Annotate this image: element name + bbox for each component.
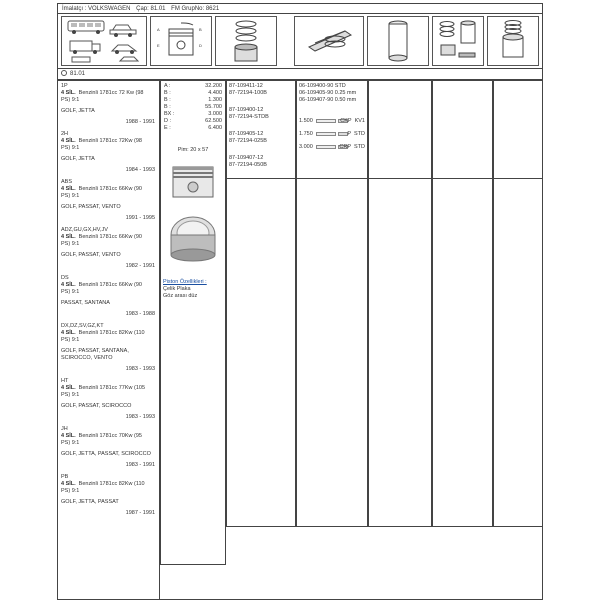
engine-spec: [61, 385, 145, 392]
ring-type-code: CKP: [340, 118, 352, 124]
dimension-key: E :: [164, 125, 171, 131]
dimension-value: 3.000: [208, 111, 222, 117]
engine-ratio: PS) 9:1: [61, 97, 80, 103]
engine-models: GOLF, JETTA, PASSAT: [61, 499, 119, 505]
svg-text:B: B: [199, 27, 202, 32]
dimension-row: [164, 90, 222, 97]
engine-code: ADZ,GU,GX,HV,JV: [61, 227, 108, 233]
ring-profile-icon: [316, 145, 336, 149]
piston-feature-1: Çelik Plaka: [163, 286, 191, 292]
product-icon-row: [58, 14, 542, 69]
piston-parts-column: [226, 80, 296, 527]
dimension-row: [164, 118, 222, 125]
dimension-key: D :: [164, 118, 172, 124]
engine-cylinders: 4 SİL.: [61, 90, 76, 96]
dimension-row: [164, 83, 222, 90]
engine-ratio: PS) 9:1: [61, 392, 80, 398]
piston-part-number[interactable]: 87-72194-050B: [229, 162, 267, 168]
dimension-row: [164, 111, 222, 118]
dimension-key: BX :: [164, 111, 175, 117]
engine-ratio: PS) 9:1: [61, 440, 80, 446]
piston-part-number[interactable]: 87-72194-025B: [229, 138, 267, 144]
engine-years: 1983 - 1993: [125, 366, 155, 372]
ring-type-suffix: STD: [354, 144, 365, 150]
ring-spec-row: [299, 143, 365, 151]
engine-code: ABS: [61, 179, 73, 185]
bore-value: 81.01: [70, 71, 86, 77]
engine-spec: [61, 282, 142, 289]
kit-column: [432, 80, 493, 527]
ring-parts-column: [296, 80, 368, 527]
piston-part-number[interactable]: 87-109407-12: [229, 155, 264, 161]
engine-description: Benzinli 1781cc 66Kw (90: [78, 186, 142, 192]
piston-image[interactable]: [167, 161, 219, 201]
engine-models: GOLF, JETTA: [61, 156, 95, 162]
ring-set-icon[interactable]: [294, 16, 364, 66]
piston-rings-icon[interactable]: [215, 16, 277, 66]
engine-code: 1P: [61, 83, 68, 89]
ring-type-suffix: STD: [354, 131, 365, 137]
engine-cylinders: 4 SİL.: [61, 186, 76, 192]
dimension-key: B :: [164, 97, 171, 103]
dimension-row: [164, 97, 222, 104]
engine-spec: [61, 186, 142, 193]
ring-type-code: P: [347, 131, 351, 137]
engine-code: JH: [61, 426, 68, 432]
piston-features-title[interactable]: Piston Özellikleri :: [163, 279, 207, 285]
engine-spec: [61, 481, 145, 488]
engine-ratio: PS) 9:1: [61, 488, 80, 494]
engine-cylinders: 4 SİL.: [61, 138, 76, 144]
bore-icon: [61, 70, 67, 76]
piston-crown-image[interactable]: [167, 213, 219, 265]
engine-spec: [61, 330, 145, 337]
engine-cylinders: 4 SİL.: [61, 385, 76, 391]
engine-description: Benzinli 1781cc 77Kw (105: [78, 385, 146, 391]
bore-label: Çap: 81.01: [136, 6, 166, 12]
engine-code: DS: [61, 275, 69, 281]
ring-part-number[interactable]: 06-109400-90 STD: [299, 83, 346, 89]
engine-ratio: PS) 9:1: [61, 337, 80, 343]
engine-cylinders: 4 SİL.: [61, 481, 76, 487]
engine-ratio: PS) 9:1: [61, 289, 80, 295]
engine-ratio: PS) 9:1: [61, 241, 80, 247]
ring-type: [340, 117, 365, 125]
piston-part-number[interactable]: 87-72194-STDB: [229, 114, 269, 120]
engine-models: PASSAT, SANTANA: [61, 300, 110, 306]
piston-part-number[interactable]: 87-109405-12: [229, 131, 264, 137]
engine-code: DX,DZ,SV,GZ,KT: [61, 323, 104, 329]
svg-text:D: D: [199, 43, 202, 48]
ring-width: 1.500: [299, 118, 313, 124]
engine-description: Benzinli 1781cc 72Kw (98: [78, 138, 142, 144]
piston-part-number[interactable]: 87-72194-100B: [229, 90, 267, 96]
dimension-value: 55.700: [205, 104, 222, 110]
ring-profile-icon: [316, 119, 336, 123]
ring-width: 1.750: [299, 131, 313, 137]
ring-type: [339, 143, 365, 151]
engine-cylinders: 4 SİL.: [61, 433, 76, 439]
bore-subheader: [58, 69, 542, 80]
engine-cylinders: 4 SİL.: [61, 234, 76, 240]
dimension-value: 1.300: [208, 97, 222, 103]
liner-kit-icon[interactable]: [487, 16, 539, 66]
engine-models: SCIROCCO, VENTO: [61, 355, 113, 361]
dimension-key: B :: [164, 90, 171, 96]
liner-column: [368, 80, 432, 527]
engine-description: Benzinli 1781cc 82Kw (110: [78, 481, 145, 487]
dimension-value: 4.400: [208, 90, 222, 96]
ring-type-code: CRP: [339, 144, 351, 150]
engine-years: 1983 - 1993: [125, 414, 155, 420]
piston-spec-column: [160, 80, 226, 565]
engine-spec: [61, 433, 142, 440]
svg-text:E: E: [157, 43, 160, 48]
engine-description: Benzinli 1781cc 72 Kw (98: [78, 90, 144, 96]
dimension-value: 62.500: [205, 118, 222, 124]
engine-models: GOLF, JETTA: [61, 108, 95, 114]
engine-cylinders: 4 SİL.: [61, 330, 76, 336]
svg-text:A: A: [157, 27, 160, 32]
piston-kit-icon[interactable]: [432, 16, 484, 66]
engine-spec: [61, 138, 142, 145]
ring-profile-icon: [316, 132, 336, 136]
liner-kit-column: [493, 80, 542, 527]
engine-years: 1984 - 1993: [125, 167, 155, 173]
engine-spec: [61, 234, 142, 241]
pin-size: Pim: 20 x 57: [177, 147, 209, 153]
engine-models: GOLF, PASSAT, SCIROCCO: [61, 403, 132, 409]
engine-years: 1983 - 1988: [125, 311, 155, 317]
dimension-value: 6.400: [208, 125, 222, 131]
piston-part-number[interactable]: 87-109400-12: [229, 107, 264, 113]
ring-spec-row: [299, 130, 365, 138]
ring-type-suffix: KV1: [354, 118, 365, 124]
catalog-sheet: [57, 3, 543, 600]
engine-ratio: PS) 9:1: [61, 145, 80, 151]
manufacturer-label: İmalatçı : VOLKSWAGEN: [62, 6, 131, 12]
ring-part-number[interactable]: 06-109405-90 0.25 mm: [299, 90, 357, 96]
engine-code: 2H: [61, 131, 69, 137]
ring-spec-row: [299, 117, 365, 125]
piston-part-number[interactable]: 87-109411-12: [229, 83, 263, 89]
engine-cylinders: 4 SİL.: [61, 282, 76, 288]
engine-years: 1988 - 1991: [125, 119, 155, 125]
cylinder-liner-icon[interactable]: [367, 16, 429, 66]
engine-code: PB: [61, 474, 69, 480]
dimension-key: B :: [164, 104, 171, 110]
engine-description: Benzinli 1781cc 70Kw (95: [78, 433, 142, 439]
dimension-value: 32.200: [205, 83, 222, 89]
ring-width: 3.000: [299, 144, 313, 150]
dimension-key: A :: [164, 83, 171, 89]
engine-spec: [61, 90, 144, 97]
ring-type: [347, 130, 365, 138]
engine-code: HT: [61, 378, 69, 384]
engine-models: GOLF, PASSAT, VENTO: [61, 252, 121, 258]
vehicles-icon[interactable]: [61, 16, 147, 66]
engine-description: Benzinli 1781cc 66Kw (90: [78, 282, 142, 288]
engine-years: 1987 - 1991: [125, 510, 155, 516]
engine-models: GOLF, JETTA, PASSAT, SCIROCCO: [61, 451, 151, 457]
dimension-row: [164, 104, 222, 111]
engine-ratio: PS) 9:1: [61, 193, 80, 199]
engine-years: 1991 - 1995: [125, 215, 155, 221]
catalog-header: [58, 4, 542, 14]
engine-models: GOLF, PASSAT, SANTANA,: [61, 348, 129, 354]
dimension-row: [164, 125, 222, 132]
engine-years: 1982 - 1991: [125, 263, 155, 269]
row-divider: [226, 178, 542, 179]
group-label: FM GrupNo: 8621: [171, 6, 220, 12]
piston-feature-2: Göz arası düz: [163, 293, 198, 299]
piston-diagram-icon[interactable]: [150, 16, 212, 66]
engine-years: 1983 - 1991: [125, 462, 155, 468]
engine-description: Benzinli 1781cc 66Kw (90: [78, 234, 142, 240]
ring-part-number[interactable]: 06-109407-90 0.50 mm: [299, 97, 357, 103]
engine-description: Benzinli 1781cc 82Kw (110: [78, 330, 145, 336]
engines-column: [58, 80, 160, 600]
engine-models: GOLF, PASSAT, VENTO: [61, 204, 121, 210]
